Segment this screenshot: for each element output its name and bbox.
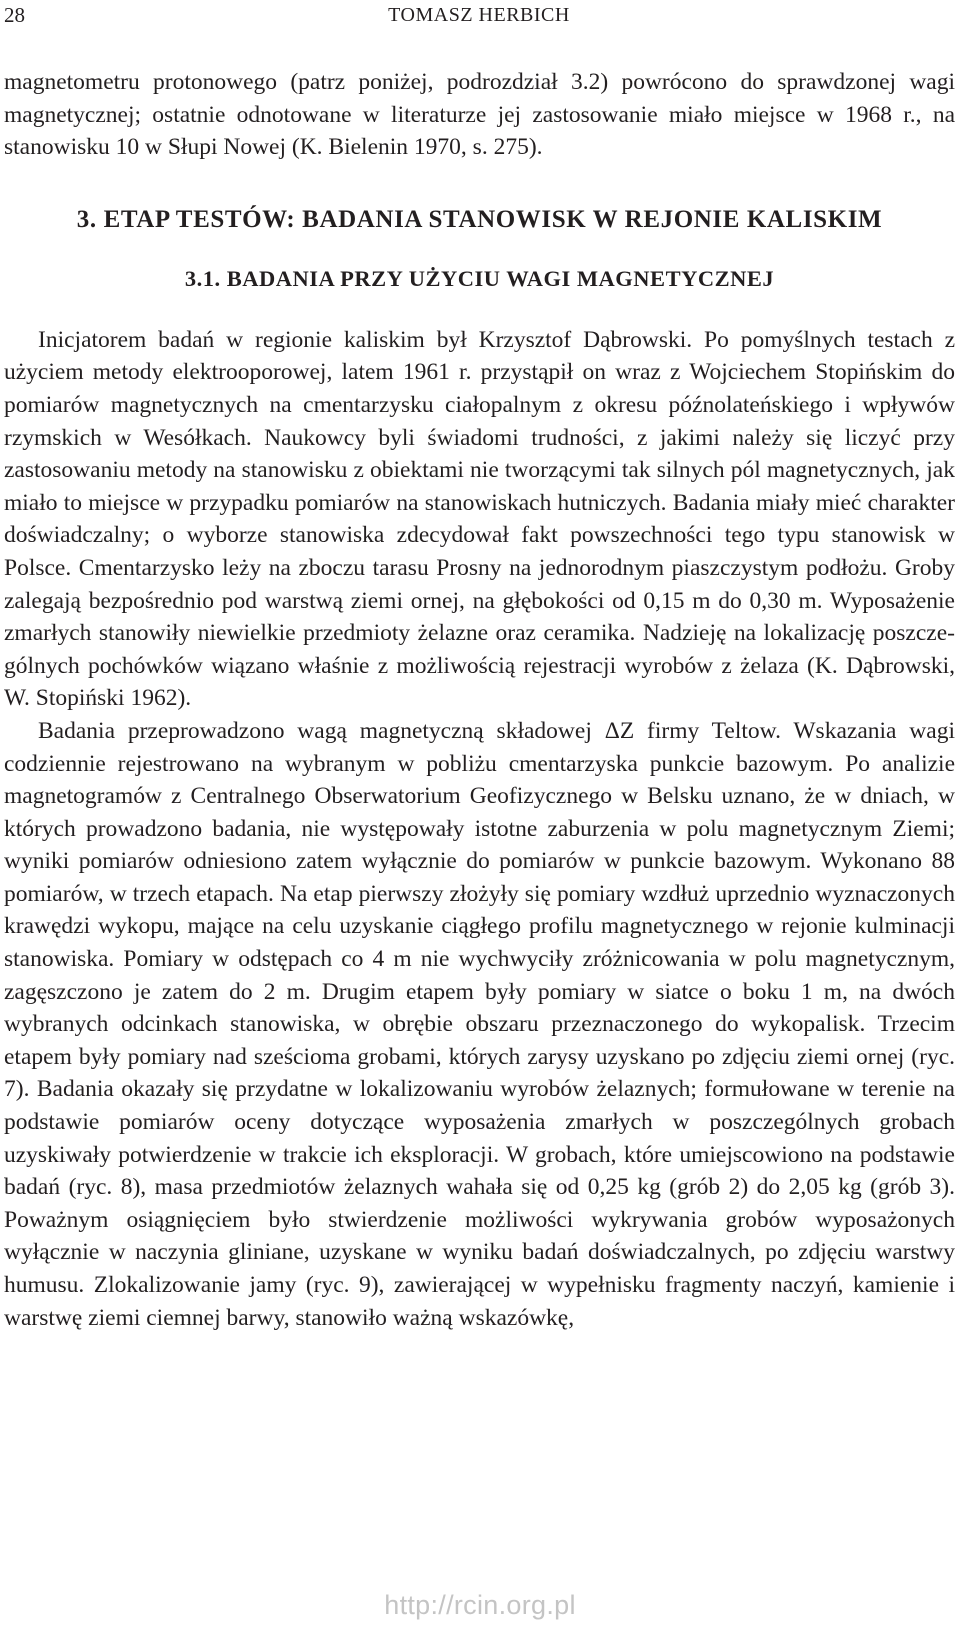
source-watermark: http://rcin.org.pl — [384, 1590, 576, 1620]
intro-paragraph: magnetometru protonowego (patrz poniżej, podrozdział 3.2) powrócono do sprawdzonej wagi magnetycznej; ostatnie odnotowane w literaturze jej zastosowanie miało miejsce w 1968 r., na stanowisku 10 w Słupi Nowej (K. Bielenin 1970, s. 275). — [4, 69, 955, 161]
body-paragraph-2: Badania przeprowadzono wagą magnetyczną składowej ΔZ firmy Teltow. Wskazania wagi codziennie rejestrowano na wybranym w pobliżu cmentarzyska punkcie bazowym. Po analizie magnetogramów z Centralnego Obserwatorium Geofizycznego w Belsku uznano, że w dniach, w których prowadzono badania, nie występowały istotne zaburzenia w polu magnetycznym Ziemi; wyniki pomiarów odniesiono zatem wyłącznie do pomiarów w punkcie bazowym. Wykonano 88 pomiarów, w trzech etapach. Na etap pierwszy złożyły się pomiary wzdłuż uprzednio wyznaczonych krawędzi wykopu, mające na celu uzyskanie ciągłego profilu magnetycznego w rejonie kulminacji stanowiska. Pomiary w odstępach co 4 m nie wychwyciły zróżnicowania w polu magnetycznym, zagęszczono je zatem do 2 m. Drugim etapem były pomiary w siatce o boku 1 m, na dwóch wybranych odcinkach stanowiska, w obrębie obszaru przeznaczonego do wykopalisk. Trzecim etapem były pomiary nad sześcioma grobami, których zarysy uzyskano po zdjęciu ziemi ornej (ryc. 7). Badania okazały się przydatne w lokalizowaniu wyrobów żelaznych; formułowane w terenie na podstawie pomiarów oceny dotyczące wyposażenia zmarłych w poszczególnych grobach uzyskiwały potwierdzenie w trakcie ich eksploracji. W grobach, które umiejscowiono na podstawie badań (ryc. 8), masa przedmiotów żelaznych wahała się od 0,25 kg (grób 2) do 2,05 kg (grób 3). Poważnym osiągnięciem było stwierdzenie możliwości wykrywania grobów wyposażonych wyłącznie w naczynia gliniane, uzyskane w wyniku badań doświadczalnych, po zdjęciu warstwy humusu. Zlokalizowanie jamy (ryc. 9), zawierającej w wypełnisku fragmenty naczyń, kamienie i warstwę ziemi ciemnej barwy, stanowiło ważną wskazówkę, — [4, 717, 955, 1331]
subsection-heading: 3.1. BADANIA PRZY UŻYCIU WAGI MAGNETYCZNEJ — [184, 265, 775, 291]
body-paragraph-1: Inicjatorem badań w regionie kaliskim był Krzysztof Dąbrowski. Po pomyślnych testach z użyciem metody elektrooporowej, latem 1961 r. przystąpił on wraz z Wojciechem Stopińskim do pomiarów magnetycznych na cmentarzysku ciałopalnym z okresu późnolateńskiego i wpływów rzymskich w Wesółkach. Naukowcy byli świadomi trudności, z jakimi należy się liczyć przy zastosowaniu metody na stanowisku z obiektami nie tworzącymi tak silnych pól magnetycznych, jak miało to miejsce w przypadku pomiarów na stanowiskach hutniczych. Badania miały mieć charakter doświadczalny; o wyborze stanowiska zdecydował fakt powszechności tego typu stanowisk w Polsce. Cmentarzysko leży na zboczu tarasu Prosny na jednorodnym piaszczystym podłożu. Groby zalegają bezpośrednio pod warstwą ziemi ornej, na głębokości od 0,15 m do 0,30 m. Wyposażenie zmarłych stanowiły niewielkie przedmioty żelazne oraz ceramika. Nadzieję na lokalizację poszczególnych pochówków wiązano właśnie z możliwością rejestracji wyrobów z żelaza (K. Dąbrowski, W. Stopiński 1962). — [4, 326, 955, 712]
section-heading: 3. ETAP TESTÓW: BADANIA STANOWISK W REJONIE KALISKIM — [76, 205, 883, 233]
running-head-author: TOMASZ HERBICH — [388, 4, 570, 26]
article-body — [4, 66, 955, 1334]
page-number: 28 — [4, 3, 25, 27]
running-header — [4, 2, 954, 32]
